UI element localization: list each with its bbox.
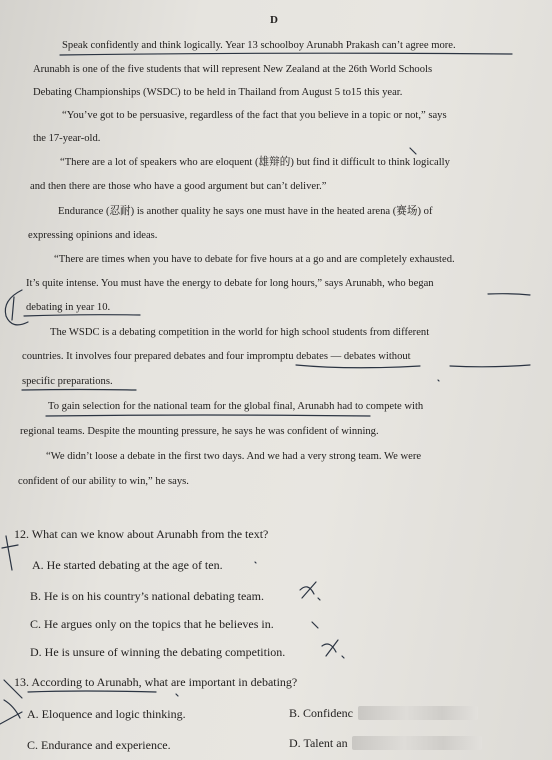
passage-line: It’s quite intense. You must have the energy to debate for long hours,” says Arunabh, who began	[26, 278, 434, 289]
passage-line: “We didn’t loose a debate in the first two days. And we had a very strong team. We were	[46, 451, 422, 462]
passage-line: expressing opinions and ideas.	[28, 230, 158, 241]
passage-line: specific preparations.	[22, 376, 113, 387]
blurred-region	[352, 736, 482, 750]
passage-line: Debating Championships (WSDC) to be held in Thailand from August 5 to15 this year.	[33, 87, 403, 98]
section-letter: D	[270, 14, 278, 26]
passage-line: The WSDC is a debating competition in the world for high school students from different	[50, 327, 430, 338]
passage-line: “You’ve got to be persuasive, regardless of the fact that you believe in a topic or not,” says	[62, 110, 447, 121]
q13-option-b: B. Confidenc	[289, 706, 353, 720]
passage-line: debating in year 10.	[26, 302, 111, 313]
passage-line: “There are times when you have to debate for five hours at a go and are completely exhausted.	[54, 254, 455, 265]
passage-line: the 17-year-old.	[33, 133, 101, 144]
passage-line: Speak confidently and think logically. Year 13 schoolboy Arunabh Prakash can’t agree more.	[62, 40, 456, 51]
q13-option-d: D. Talent an	[289, 736, 348, 750]
passage-line: regional teams. Despite the mounting pressure, he says he was confident of winning.	[20, 426, 379, 437]
blurred-region	[358, 706, 478, 720]
passage-line: “There are a lot of speakers who are eloquent (雄辩的) but find it difficult to think logically	[60, 157, 450, 168]
passage-line: countries. It involves four prepared debates and four impromptu debates — debates without	[22, 351, 411, 362]
passage-line: Arunabh is one of the five students that will represent New Zealand at the 26th World Schools	[33, 64, 433, 75]
question-13-stem: 13. According to Arunabh, what are important in debating?	[14, 675, 298, 689]
q12-option-a: A. He started debating at the age of ten.	[32, 558, 223, 572]
passage-line: Endurance (忍耐) is another quality he says one must have in the heated arena (赛场) of	[58, 206, 433, 217]
question-12-stem: 12. What can we know about Arunabh from the text?	[14, 527, 269, 541]
passage-line: confident of our ability to win,” he says.	[18, 476, 189, 487]
passage-line: and then there are those who have a good argument but can’t deliver.”	[30, 181, 327, 192]
passage-line: To gain selection for the national team for the global final, Arunabh had to compete with	[48, 401, 424, 412]
q12-option-c: C. He argues only on the topics that he believes in.	[30, 617, 274, 631]
q12-option-b: B. He is on his country’s national debating team.	[30, 589, 264, 603]
q13-option-a: A. Eloquence and logic thinking.	[27, 707, 186, 721]
q12-option-d: D. He is unsure of winning the debating competition.	[30, 645, 286, 659]
q13-option-c: C. Endurance and experience.	[27, 738, 171, 752]
